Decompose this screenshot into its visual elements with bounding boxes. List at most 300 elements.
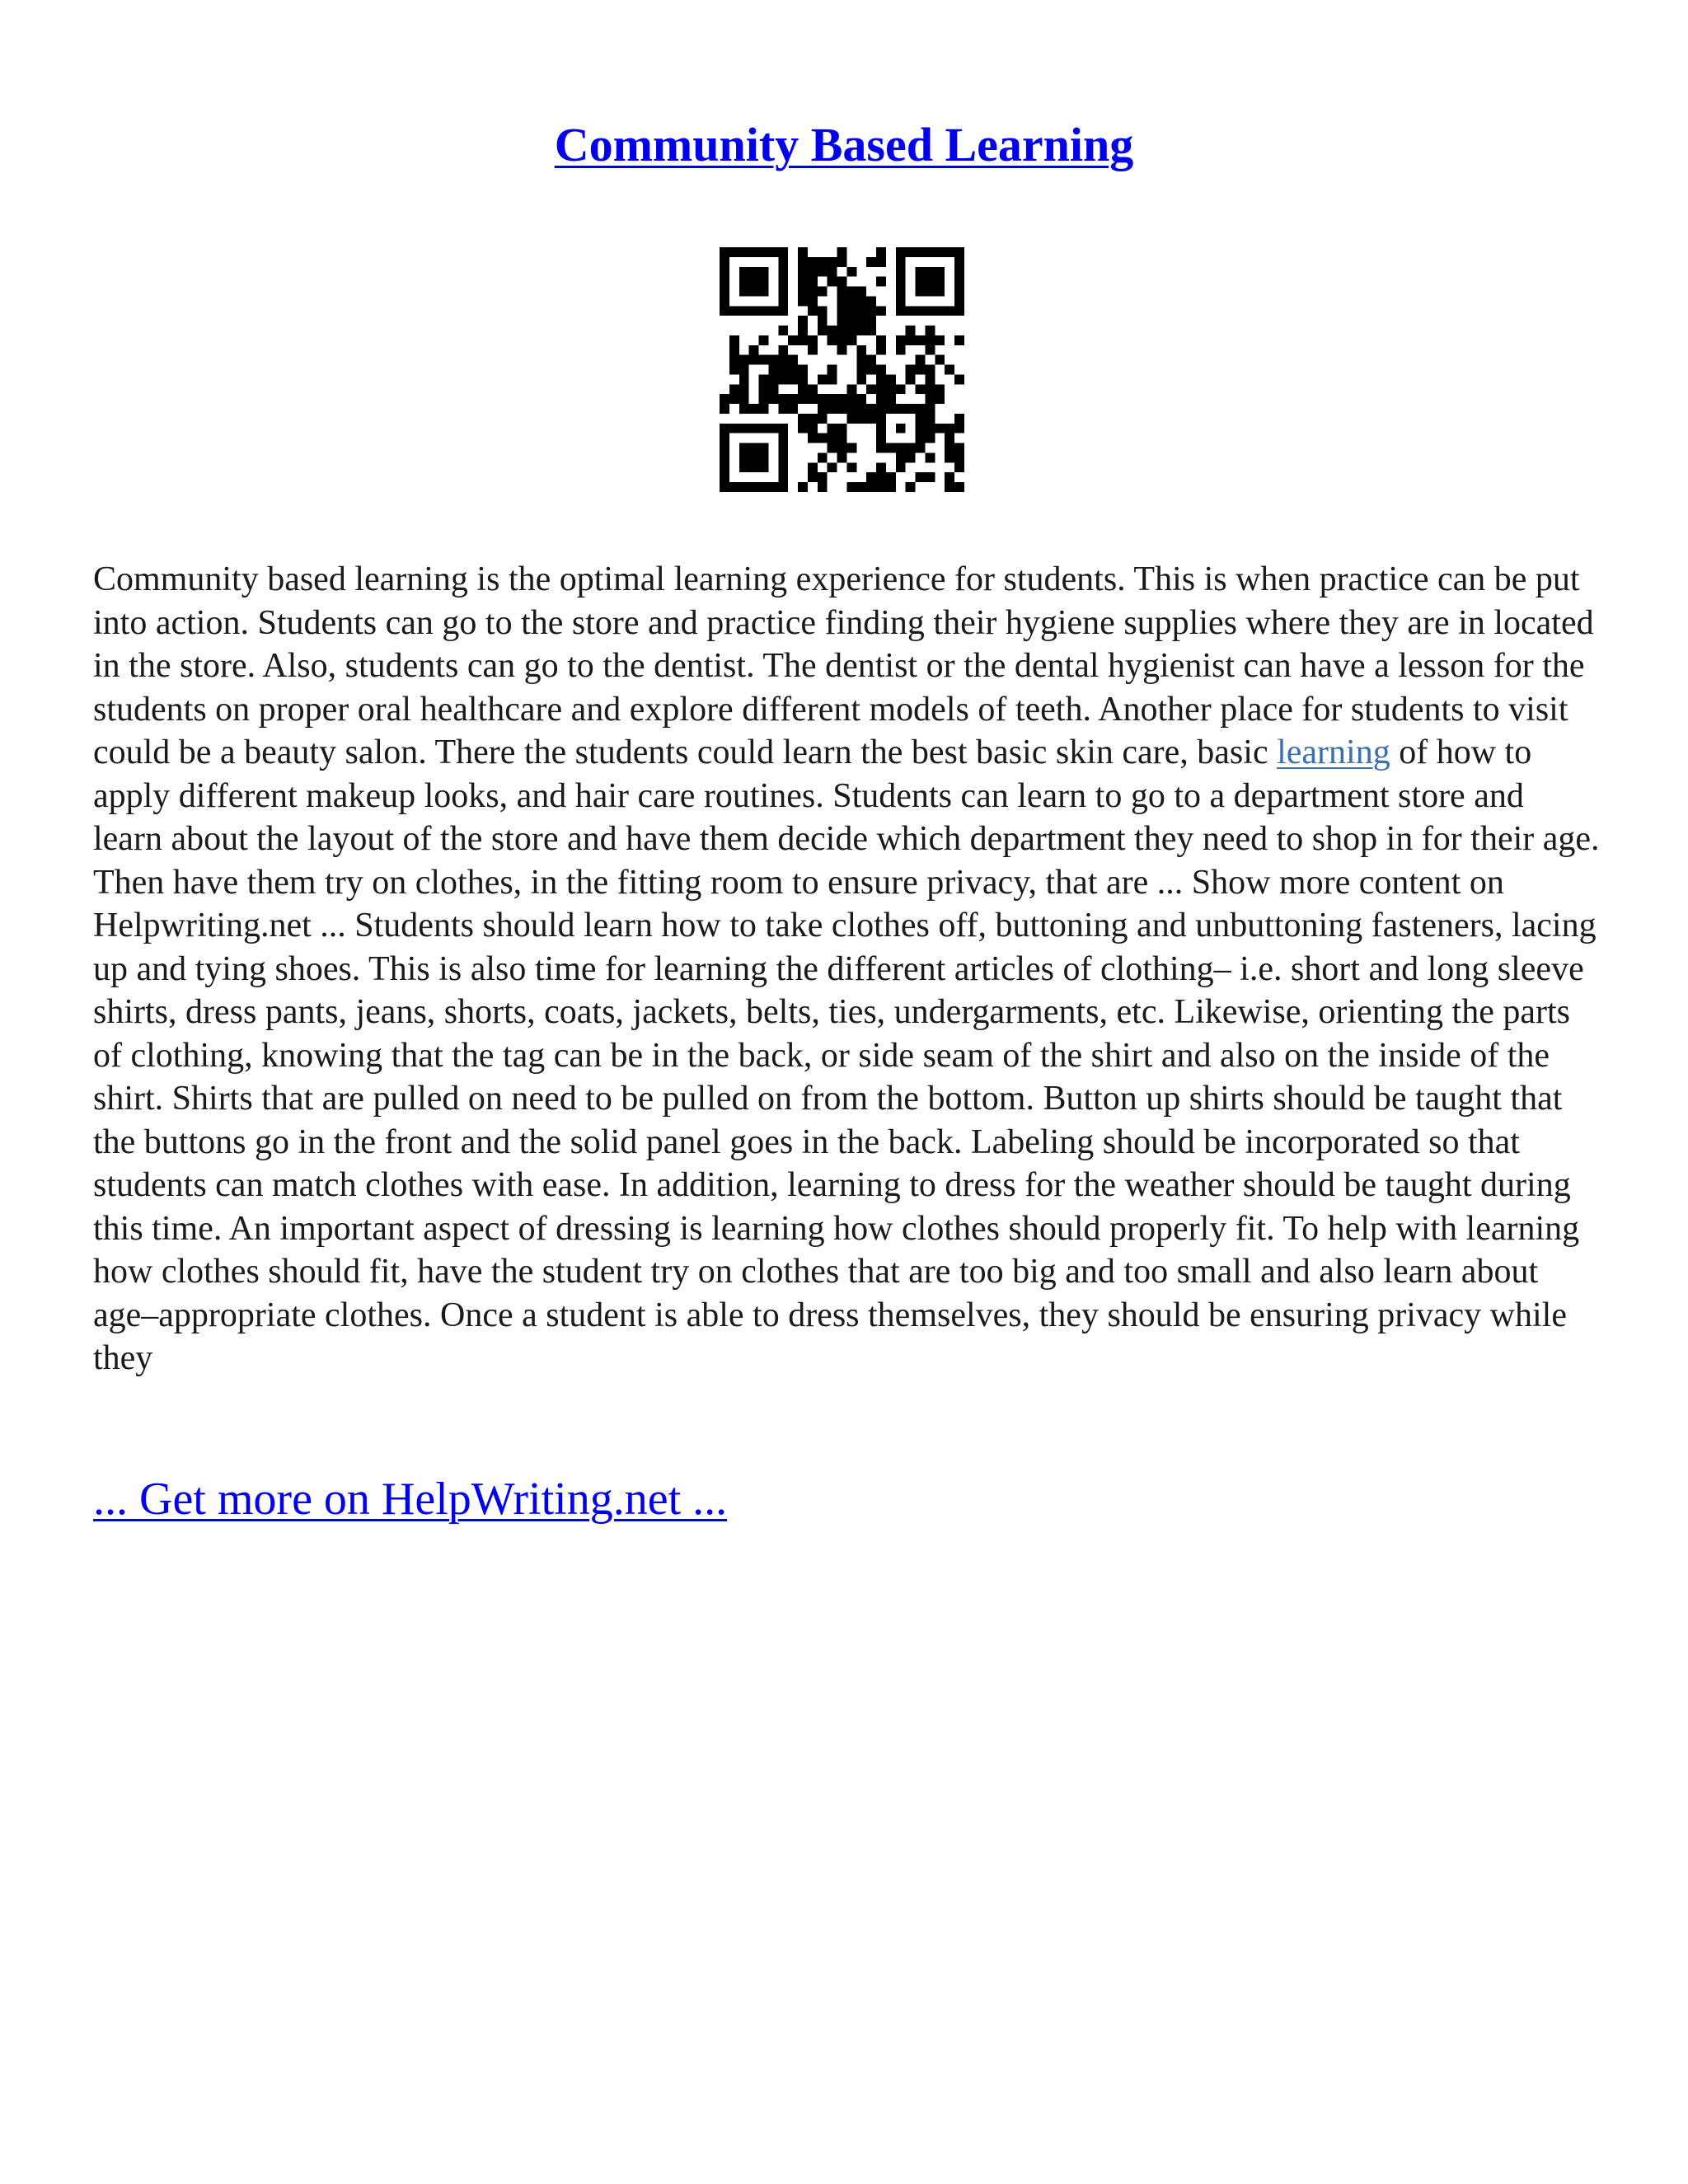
qr-module — [954, 462, 964, 472]
qr-module — [798, 374, 808, 384]
qr-module — [925, 414, 935, 424]
qr-module — [876, 374, 886, 384]
qr-module — [945, 472, 954, 482]
qr-module — [954, 443, 964, 453]
qr-module — [916, 414, 926, 424]
qr-module — [788, 335, 798, 345]
qr-module — [818, 452, 828, 462]
qr-module — [906, 335, 916, 345]
qr-module — [768, 374, 778, 384]
qr-module — [916, 287, 926, 297]
qr-module — [876, 424, 886, 434]
qr-module — [954, 414, 964, 424]
qr-module — [798, 296, 808, 306]
qr-module — [837, 247, 847, 257]
qr-module — [886, 482, 896, 492]
qr-module — [729, 306, 739, 316]
qr-module — [837, 404, 847, 414]
qr-module — [729, 394, 739, 404]
qr-module — [759, 267, 769, 277]
qr-code-icon — [720, 247, 964, 492]
qr-module — [739, 355, 749, 365]
get-more-link[interactable]: ... Get more on HelpWriting.net ... — [93, 1474, 728, 1525]
qr-module — [798, 384, 808, 394]
qr-module — [729, 345, 739, 355]
qr-module — [954, 335, 964, 345]
qr-module — [788, 404, 798, 414]
qr-module — [846, 287, 856, 297]
qr-module — [739, 452, 749, 462]
qr-module — [720, 424, 729, 434]
qr-module — [768, 247, 778, 257]
qr-module — [876, 335, 886, 345]
qr-module — [916, 247, 926, 257]
qr-module — [846, 414, 856, 424]
qr-module — [798, 247, 808, 257]
qr-module — [876, 365, 886, 375]
qr-module — [916, 472, 926, 482]
qr-module — [916, 355, 926, 365]
qr-module — [925, 345, 935, 355]
qr-module — [828, 335, 837, 345]
qr-module — [925, 434, 935, 443]
qr-module — [759, 355, 769, 365]
qr-module — [759, 335, 769, 345]
qr-module — [876, 443, 886, 453]
qr-module — [759, 443, 769, 453]
qr-module — [729, 482, 739, 492]
qr-module — [768, 365, 778, 375]
qr-module — [945, 306, 954, 316]
qr-module — [778, 365, 788, 375]
qr-module — [846, 443, 856, 453]
qr-module — [945, 434, 954, 443]
qr-module — [759, 424, 769, 434]
qr-module — [818, 374, 828, 384]
qr-module — [935, 247, 945, 257]
qr-module — [954, 257, 964, 267]
qr-module — [788, 374, 798, 384]
qr-module — [896, 287, 906, 297]
qr-module — [749, 345, 759, 355]
qr-module — [739, 287, 749, 297]
qr-module — [837, 394, 847, 404]
qr-module — [739, 384, 749, 394]
qr-module — [778, 404, 788, 414]
qr-module — [759, 287, 769, 297]
qr-module — [876, 384, 886, 394]
qr-module — [818, 267, 828, 277]
qr-module — [759, 462, 769, 472]
qr-module — [739, 247, 749, 257]
qr-module — [846, 306, 856, 316]
qr-module — [876, 472, 886, 482]
qr-module — [935, 394, 945, 404]
qr-module — [837, 257, 847, 267]
qr-module — [896, 296, 906, 306]
qr-module — [856, 374, 866, 384]
qr-module — [876, 394, 886, 404]
qr-module — [896, 384, 906, 394]
qr-module — [808, 345, 818, 355]
qr-module — [925, 472, 935, 482]
qr-module — [935, 355, 945, 365]
qr-module — [729, 424, 739, 434]
qr-module — [866, 384, 876, 394]
qr-module — [720, 482, 729, 492]
qr-module — [886, 472, 896, 482]
qr-module — [808, 277, 818, 287]
qr-module — [739, 365, 749, 375]
qr-module — [759, 404, 769, 414]
qr-module — [896, 267, 906, 277]
qr-module — [935, 335, 945, 345]
qr-module — [759, 452, 769, 462]
qr-module — [837, 287, 847, 297]
qr-module — [828, 394, 837, 404]
qr-module — [954, 306, 964, 316]
qr-module — [935, 306, 945, 316]
qr-module — [935, 384, 945, 394]
qr-module — [749, 404, 759, 414]
page-title — [0, 115, 1688, 175]
qr-module — [886, 374, 896, 384]
qr-module — [828, 434, 837, 443]
qr-module — [876, 247, 886, 257]
qr-module — [866, 414, 876, 424]
qr-module — [925, 247, 935, 257]
qr-module — [778, 394, 788, 404]
qr-module — [925, 452, 935, 462]
qr-module — [876, 404, 886, 414]
paragraph-text-start: Community based learning is the optimal learning experience for students. This is when practice can be put into action. Students can go to the store and practice finding their hygiene supplies where they are in located in the store. Also, students can go to the dentist. The dentist or the dental hygienist can have a lesson for the students on proper oral healthcare and explore different models of teeth. Another place for students to visit could be a beauty salon. There the students could learn the best basic skin care, basic — [93, 560, 1594, 771]
qr-module — [906, 482, 916, 492]
qr-module — [768, 394, 778, 404]
qr-module — [837, 326, 847, 335]
qr-module — [759, 482, 769, 492]
title-link[interactable]: Community Based Learning — [554, 118, 1134, 171]
qr-module — [846, 326, 856, 335]
qr-module — [846, 296, 856, 306]
qr-module — [846, 462, 856, 472]
qr-module — [906, 452, 916, 462]
qr-module — [778, 374, 788, 384]
qr-module — [828, 326, 837, 335]
qr-module — [759, 384, 769, 394]
qr-module — [856, 404, 866, 414]
qr-module — [906, 443, 916, 453]
qr-module — [954, 267, 964, 277]
qr-module — [739, 374, 749, 384]
qr-module — [846, 316, 856, 326]
qr-module — [749, 452, 759, 462]
qr-module — [808, 384, 818, 394]
qr-module — [729, 247, 739, 257]
qr-module — [916, 365, 926, 375]
qr-module — [828, 404, 837, 414]
qr-module — [935, 424, 945, 434]
qr-module — [866, 482, 876, 492]
qr-module — [896, 257, 906, 267]
qr-module — [720, 404, 729, 414]
qr-module — [768, 384, 778, 394]
qr-module — [720, 247, 729, 257]
qr-module — [896, 404, 906, 414]
qr-module — [837, 296, 847, 306]
qr-module — [788, 394, 798, 404]
qr-module — [778, 267, 788, 277]
qr-module — [837, 306, 847, 316]
qr-module — [778, 355, 788, 365]
qr-module — [798, 267, 808, 277]
qr-module — [837, 452, 847, 462]
qr-module — [818, 316, 828, 326]
qr-module — [808, 306, 818, 316]
qr-module — [818, 257, 828, 267]
qr-module — [778, 247, 788, 257]
qr-module — [749, 287, 759, 297]
qr-module — [828, 424, 837, 434]
qr-module — [729, 365, 739, 375]
qr-module — [778, 462, 788, 472]
qr-module — [866, 472, 876, 482]
qr-module — [896, 306, 906, 316]
qr-module — [759, 277, 769, 287]
qr-module — [798, 414, 808, 424]
qr-module — [954, 296, 964, 306]
qr-module — [925, 394, 935, 404]
qr-module — [739, 267, 749, 277]
qr-module — [739, 277, 749, 287]
qr-module — [896, 345, 906, 355]
qr-module — [896, 335, 906, 345]
qr-module — [808, 267, 818, 277]
qr-code-graphic — [720, 247, 964, 492]
qr-module — [856, 326, 866, 335]
qr-module — [954, 287, 964, 297]
qr-module — [856, 482, 866, 492]
qr-module — [778, 306, 788, 316]
qr-module — [749, 482, 759, 492]
qr-module — [720, 472, 729, 482]
qr-module — [798, 394, 808, 404]
qr-module — [798, 365, 808, 375]
qr-module — [828, 443, 837, 453]
qr-module — [876, 462, 886, 472]
qr-module — [808, 287, 818, 297]
qr-module — [945, 365, 954, 375]
qr-module — [808, 434, 818, 443]
qr-module — [876, 306, 886, 316]
qr-module — [935, 277, 945, 287]
qr-module — [778, 277, 788, 287]
qr-module — [896, 452, 906, 462]
qr-module — [739, 443, 749, 453]
qr-module — [798, 277, 808, 287]
qr-module — [778, 434, 788, 443]
qr-module — [866, 404, 876, 414]
qr-module — [778, 424, 788, 434]
qr-module — [876, 414, 886, 424]
qr-module — [866, 365, 876, 375]
qr-module — [925, 404, 935, 414]
qr-module — [720, 434, 729, 443]
qr-module — [739, 394, 749, 404]
qr-module — [749, 267, 759, 277]
paragraph-text-end: of how to apply different makeup looks, and hair care routines. Students can learn to go to a department store and learn about the layout of the store and have them decide which department they need to shop in for their age. Then have them try on clothes, in the fitting room to ensure privacy, that are ... Show more content on Helpwriting.net ... Students should learn how to take clothes off, buttoning and unbuttoning fasteners, lacing up and tying shoes. This is also time for learning the different articles of clothing– i.e. short and long sleeve shirts, dress pants, jeans, shorts, coats, jackets, belts, ties, undergarments, etc. Likewise, orienting the parts of clothing, knowing that the tag can be in the back, or side seam of the shirt and also on the inside of the shirt. Shirts that are pulled on need to be pulled on from the bottom. Button up shirts should be taught that the buttons go in the front and the solid panel goes in the back. Labeling should be incorporated so that students can match clothes with ease. In addition, learning to dress for the weather should be taught during this time. An important aspect of dressing is learning how clothes should properly fit. To help with learning how clothes should fit, have the student try on clothes that are too big and too small and also learn about age–appropriate clothes. Once a student is able to dress themselves, they should be ensuring privacy while they — [93, 733, 1600, 1377]
qr-module — [768, 306, 778, 316]
qr-module — [729, 335, 739, 345]
qr-module — [837, 345, 847, 355]
qr-module — [739, 424, 749, 434]
qr-module — [846, 384, 856, 394]
qr-module — [798, 257, 808, 267]
qr-module — [837, 335, 847, 345]
qr-module — [720, 306, 729, 316]
qr-module — [788, 355, 798, 365]
qr-module — [906, 306, 916, 316]
qr-module — [778, 257, 788, 267]
qr-module — [798, 316, 808, 326]
qr-module — [798, 326, 808, 335]
qr-module — [925, 335, 935, 345]
qr-module — [906, 404, 916, 414]
qr-module — [768, 482, 778, 492]
qr-module — [739, 306, 749, 316]
qr-module — [720, 394, 729, 404]
qr-module — [808, 462, 818, 472]
qr-module — [837, 316, 847, 326]
qr-module — [808, 472, 818, 482]
qr-module — [896, 277, 906, 287]
qr-module — [954, 247, 964, 257]
inline-learning-link[interactable]: learning — [1277, 733, 1390, 771]
qr-module — [856, 365, 866, 375]
qr-module — [916, 424, 926, 434]
qr-module — [925, 277, 935, 287]
qr-module — [739, 462, 749, 472]
qr-module — [778, 472, 788, 482]
qr-module — [818, 482, 828, 492]
qr-module — [808, 424, 818, 434]
qr-module — [808, 296, 818, 306]
qr-module — [798, 482, 808, 492]
qr-module — [837, 443, 847, 453]
qr-module — [916, 434, 926, 443]
qr-module — [818, 434, 828, 443]
qr-module — [749, 355, 759, 365]
qr-module — [798, 424, 808, 434]
qr-module — [818, 287, 828, 297]
qr-module — [759, 247, 769, 257]
qr-module — [886, 443, 896, 453]
qr-module — [846, 335, 856, 345]
qr-module — [818, 306, 828, 316]
article-paragraph — [93, 558, 1601, 1380]
qr-module — [768, 424, 778, 434]
qr-module — [729, 384, 739, 394]
qr-module — [866, 316, 876, 326]
qr-module — [925, 374, 935, 384]
qr-module — [954, 424, 964, 434]
qr-module — [749, 277, 759, 287]
qr-module — [808, 257, 818, 267]
qr-module — [906, 247, 916, 257]
qr-module — [759, 374, 769, 384]
qr-module — [954, 452, 964, 462]
qr-module — [945, 452, 954, 462]
qr-module — [828, 365, 837, 375]
qr-module — [896, 247, 906, 257]
qr-module — [925, 287, 935, 297]
qr-module — [828, 267, 837, 277]
qr-module — [866, 326, 876, 335]
qr-module — [749, 306, 759, 316]
qr-module — [846, 394, 856, 404]
qr-module — [916, 306, 926, 316]
qr-module — [856, 414, 866, 424]
qr-module — [886, 384, 896, 394]
qr-module — [720, 443, 729, 453]
qr-module — [856, 394, 866, 404]
qr-module — [808, 335, 818, 345]
qr-module — [916, 404, 926, 414]
qr-module — [808, 414, 818, 424]
qr-module — [720, 462, 729, 472]
qr-module — [876, 277, 886, 287]
qr-module — [759, 394, 769, 404]
qr-module — [828, 277, 837, 287]
qr-module — [866, 306, 876, 316]
qr-module — [749, 443, 759, 453]
qr-module — [856, 355, 866, 365]
qr-module — [945, 247, 954, 257]
qr-module — [925, 424, 935, 434]
get-more-link-container — [93, 1470, 727, 1528]
qr-module — [778, 345, 788, 355]
qr-module — [886, 404, 896, 414]
qr-module — [720, 452, 729, 462]
qr-module — [749, 247, 759, 257]
qr-module — [876, 257, 886, 267]
qr-module — [896, 424, 906, 434]
qr-module — [856, 345, 866, 355]
qr-module — [945, 424, 954, 434]
qr-module — [945, 482, 954, 492]
qr-module — [768, 355, 778, 365]
qr-module — [945, 443, 954, 453]
qr-module — [720, 257, 729, 267]
qr-module — [808, 394, 818, 404]
qr-module — [856, 287, 866, 297]
qr-module — [846, 482, 856, 492]
qr-module — [739, 482, 749, 492]
qr-module — [778, 296, 788, 306]
qr-module — [720, 287, 729, 297]
qr-module — [916, 335, 926, 345]
qr-module — [935, 267, 945, 277]
qr-module — [906, 365, 916, 375]
qr-module — [798, 335, 808, 345]
qr-module — [837, 424, 847, 434]
qr-module — [788, 365, 798, 375]
qr-module — [828, 462, 837, 472]
qr-module — [818, 394, 828, 404]
qr-module — [720, 267, 729, 277]
qr-module — [886, 394, 896, 404]
qr-module — [925, 267, 935, 277]
qr-module — [935, 287, 945, 297]
